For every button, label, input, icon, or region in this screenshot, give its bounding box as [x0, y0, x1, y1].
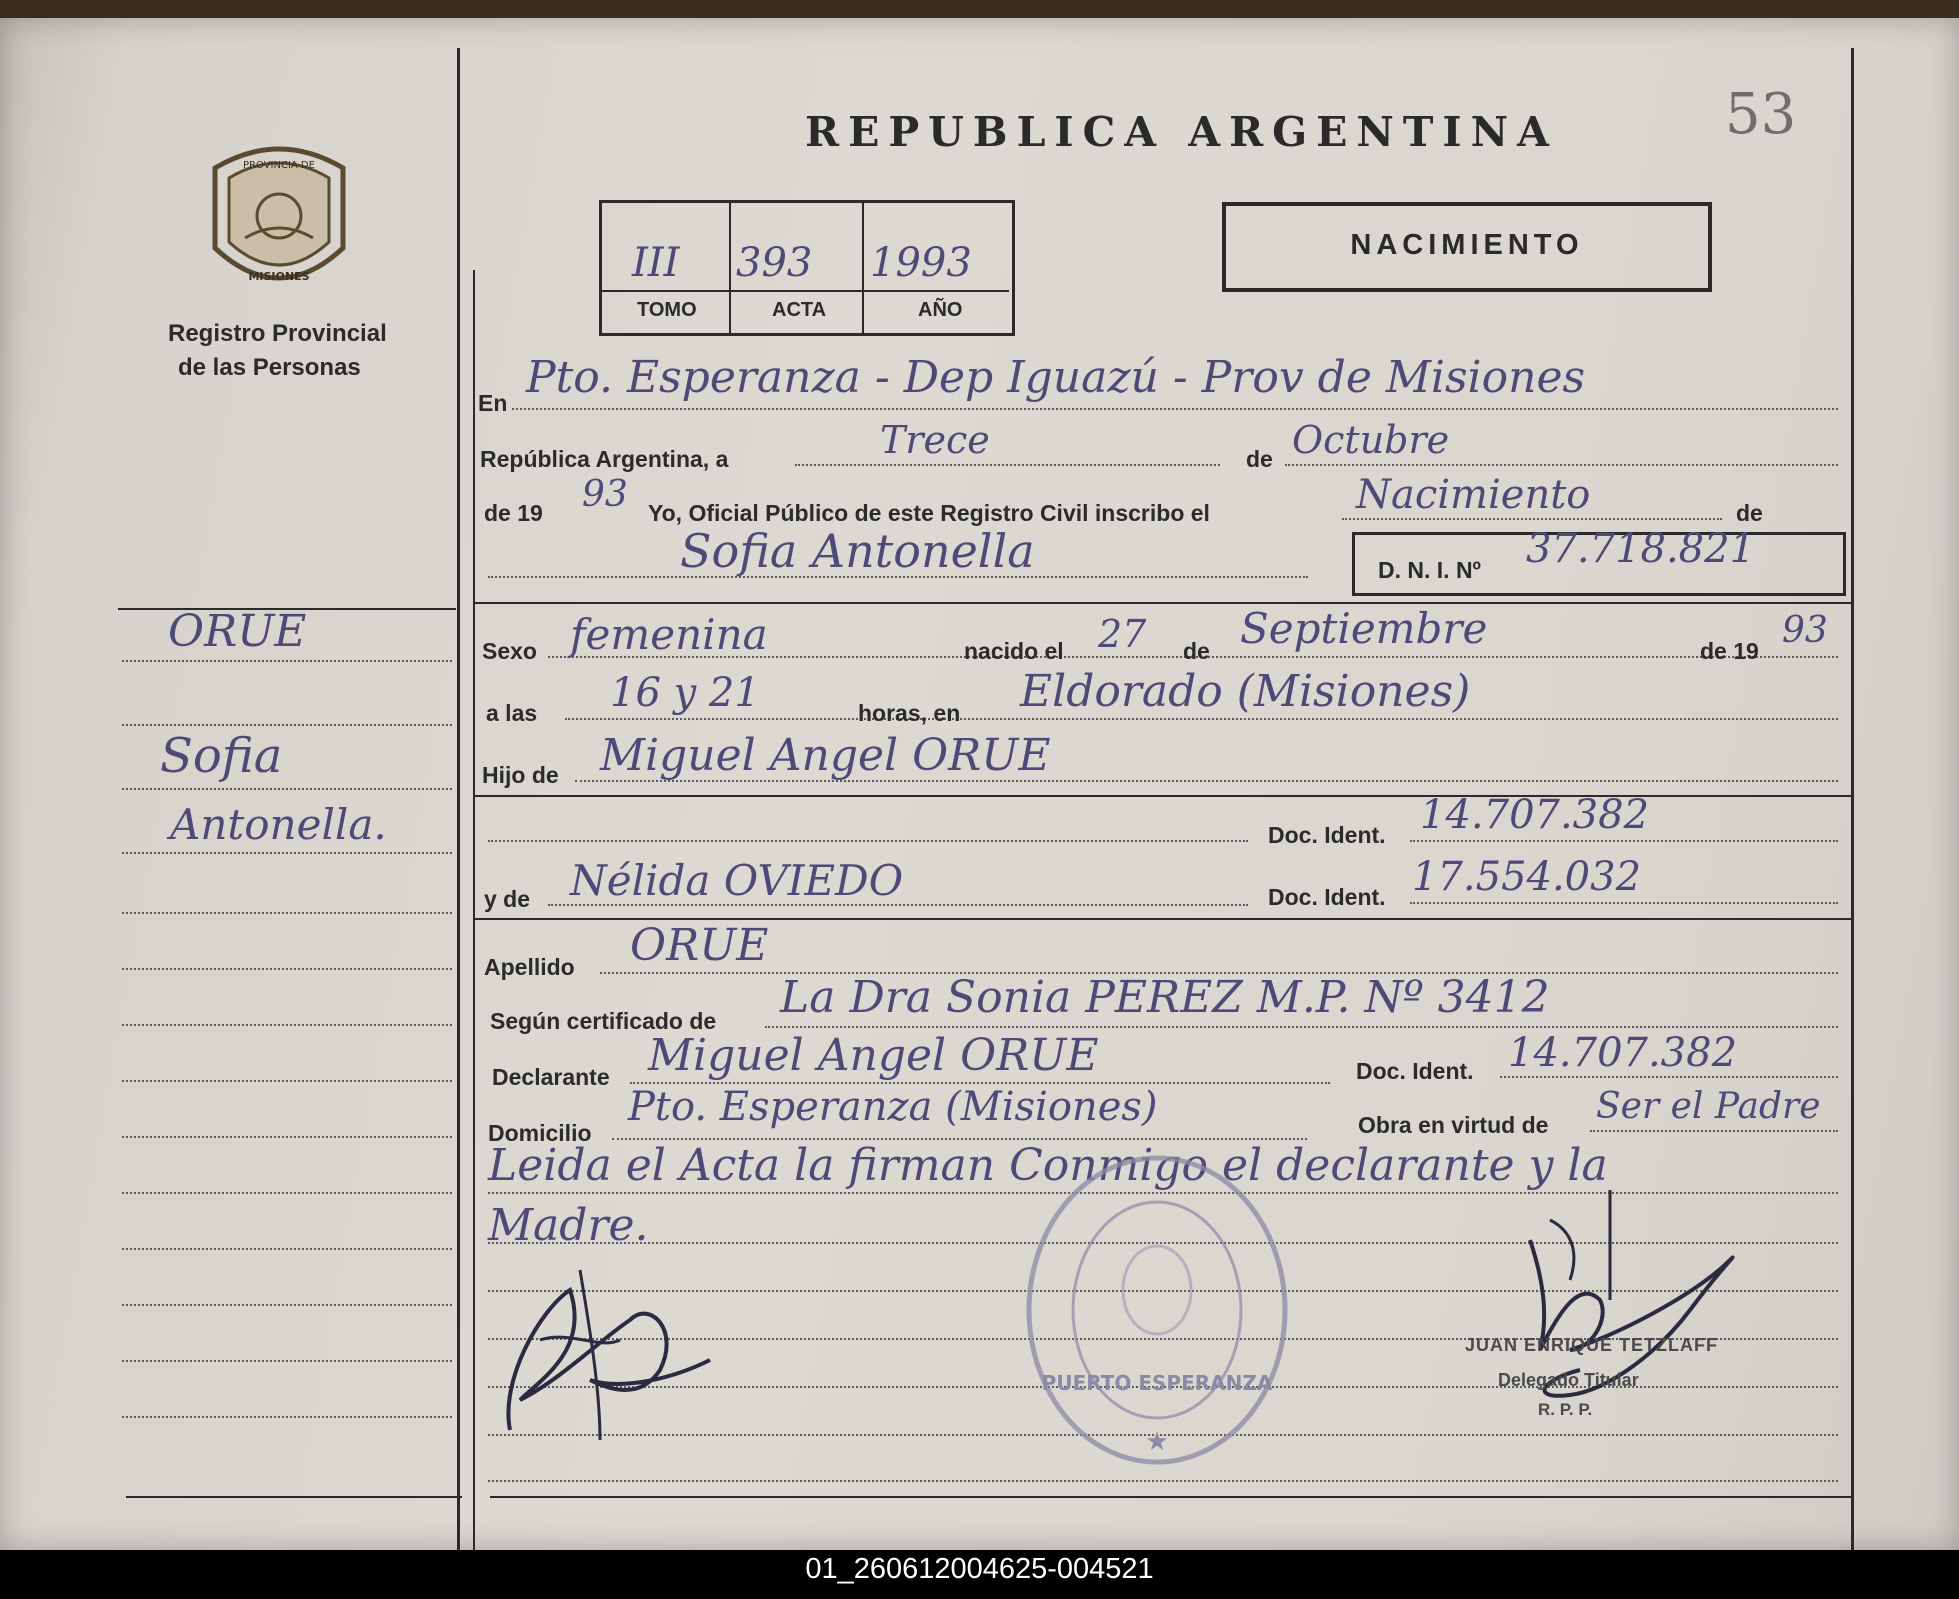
section-divider	[474, 602, 1851, 604]
birth-month: Septiembre	[1240, 604, 1488, 653]
right-frame-line	[1851, 48, 1854, 1550]
doc-label-mother: Doc. Ident.	[1268, 884, 1386, 910]
dotted-line	[1500, 1076, 1838, 1078]
margin-dotted-line	[122, 724, 452, 726]
dotted-line	[765, 1026, 1838, 1028]
horas-label: horas, en	[858, 700, 961, 726]
de-label: de	[1246, 446, 1273, 472]
inscribed-event: Nacimiento	[1356, 472, 1591, 518]
observation-line2: Madre.	[488, 1200, 649, 1251]
svg-text:PUERTO ESPERANZA: PUERTO ESPERANZA	[1041, 1371, 1273, 1395]
dotted-line	[1285, 464, 1838, 466]
birth-place: Eldorado (Misiones)	[1020, 666, 1471, 717]
sex-value: femenina	[570, 610, 768, 659]
alas-label: a las	[486, 700, 538, 726]
registration-day: Trece	[880, 418, 990, 462]
nacido-label: nacido el	[964, 638, 1064, 664]
margin-dotted-line	[122, 1304, 452, 1306]
acta-value: 393	[736, 240, 813, 286]
margin-given-name-2: Antonella.	[170, 800, 387, 849]
record-box-divider	[862, 200, 864, 333]
declarante-label: Declarante	[492, 1064, 610, 1090]
dotted-line	[512, 408, 1838, 410]
acta-label: ACTA	[772, 299, 827, 321]
record-box-divider	[602, 290, 1009, 292]
birth-hour: 16 y 21	[610, 670, 760, 716]
certificate-issuer: La Dra Sonia PEREZ M.P. Nº 3412	[780, 972, 1550, 1023]
margin-given-name-1: Sofia	[160, 728, 283, 784]
record-type-box: NACIMIENTO	[1222, 202, 1712, 292]
place-of-registration: Pto. Esperanza - Dep Iguazú - Prov de Misiones	[526, 352, 1586, 403]
oficial-text: Yo, Oficial Público de este Registro Civil inscribo el	[648, 500, 1210, 526]
ano-label: AÑO	[918, 299, 963, 321]
registration-month: Octubre	[1292, 418, 1450, 462]
tomo-value: III	[632, 240, 680, 286]
de19-label-2: de 19	[1700, 638, 1759, 664]
dotted-line	[1410, 902, 1838, 904]
yde-label: y de	[484, 886, 531, 912]
document-title: REPUBLICA ARGENTINA	[805, 108, 1558, 156]
dotted-line	[1342, 518, 1722, 520]
svg-text:PROVINCIA DE: PROVINCIA DE	[243, 160, 315, 171]
margin-dotted-line	[122, 1416, 452, 1418]
observation-line1: Leida el Acta la firman Conmigo el declarante y la	[488, 1140, 1608, 1191]
dotted-line	[795, 464, 1220, 466]
en-label: En	[478, 390, 508, 416]
margin-dotted-line	[122, 852, 452, 854]
de-label-3: de	[1183, 638, 1210, 664]
father-name: Miguel Angel ORUE	[600, 730, 1051, 781]
registry-name-line1: Registro Provincial	[168, 320, 387, 347]
left-column-divider	[457, 48, 460, 1550]
margin-dotted-line	[122, 1080, 452, 1082]
declarant-name: Miguel Angel ORUE	[648, 1030, 1099, 1081]
margin-dotted-line	[122, 1360, 452, 1362]
segun-label: Según certificado de	[490, 1008, 717, 1034]
margin-dotted-line	[122, 1136, 452, 1138]
dotted-line	[1410, 840, 1838, 842]
birth-year: 93	[1782, 610, 1828, 651]
de19-label: de 19	[484, 500, 543, 526]
margin-divider	[126, 1496, 462, 1498]
officer-role: Delegado Titular	[1498, 1370, 1639, 1390]
address-value: Pto. Esperanza (Misiones)	[628, 1084, 1158, 1130]
section-divider	[490, 1496, 1851, 1498]
margin-dotted-line	[122, 660, 452, 662]
father-doc: 14.707.382	[1420, 792, 1650, 838]
registry-name-line2: de las Personas	[178, 354, 361, 381]
margin-dotted-line	[122, 1024, 452, 1026]
officer-org: R. P. P.	[1538, 1400, 1593, 1419]
ano-value: 1993	[870, 240, 972, 286]
dotted-line	[488, 840, 1248, 842]
image-caption: 01_260612004625-004521	[805, 1553, 1154, 1585]
dotted-line	[1590, 1130, 1838, 1132]
provincial-seal-icon	[205, 138, 353, 298]
dni-value: 37.718.821	[1526, 526, 1756, 572]
domicilio-label: Domicilio	[488, 1120, 592, 1146]
folio-number: 53	[1725, 82, 1797, 147]
official-stamp-icon	[1020, 1150, 1295, 1470]
mother-name: Nélida OVIEDO	[570, 856, 904, 905]
dotted-line	[565, 718, 1838, 720]
margin-dotted-line	[122, 1248, 452, 1250]
inner-column-divider	[473, 270, 475, 1550]
apellido-label: Apellido	[484, 954, 575, 980]
dni-label: D. N. I. Nº	[1378, 557, 1481, 583]
svg-text:★: ★	[1145, 1426, 1169, 1456]
margin-dotted-line	[122, 1192, 452, 1194]
record-box-divider	[729, 200, 731, 333]
child-full-name: Sofia Antonella	[680, 524, 1035, 578]
doc-label-father: Doc. Ident.	[1268, 822, 1386, 848]
officer-name: JUAN ENRIQUE TETZLAFF	[1465, 1335, 1718, 1355]
surname-value: ORUE	[630, 920, 769, 971]
doc-label-declarant: Doc. Ident.	[1356, 1058, 1474, 1084]
republica-label: República Argentina, a	[480, 446, 729, 472]
registration-year: 93	[582, 474, 628, 515]
birth-day: 27	[1098, 612, 1147, 656]
margin-dotted-line	[122, 788, 452, 790]
declarant-doc: 14.707.382	[1508, 1030, 1738, 1076]
obra-label: Obra en virtud de	[1358, 1112, 1549, 1138]
margin-dotted-line	[122, 912, 452, 914]
sexo-label: Sexo	[482, 638, 537, 664]
hijo-label: Hijo de	[482, 762, 559, 788]
obra-value: Ser el Padre	[1596, 1086, 1821, 1127]
tomo-label: TOMO	[637, 299, 697, 321]
mother-doc: 17.554.032	[1412, 854, 1642, 900]
margin-surname: ORUE	[168, 606, 307, 657]
dotted-line	[488, 1480, 1838, 1482]
declarant-signature	[480, 1230, 740, 1450]
de-label-2: de	[1736, 500, 1763, 526]
margin-dotted-line	[122, 968, 452, 970]
svg-text:MISIONES: MISIONES	[248, 270, 310, 283]
